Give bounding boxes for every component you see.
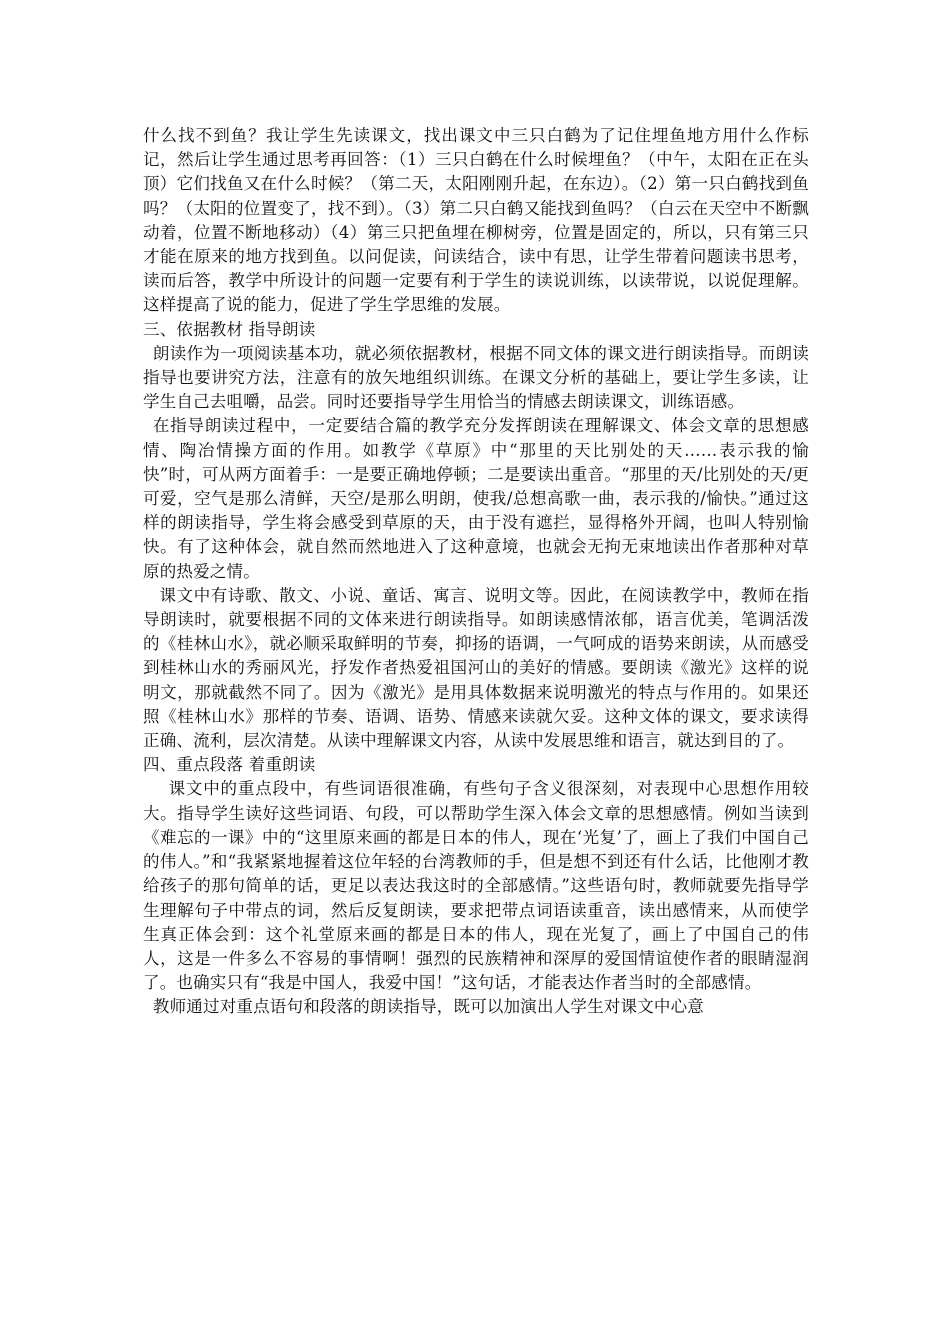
paragraph-grassland-example: 在指导朗读过程中，一定要结合篇的教学充分发挥朗读在理解课文、体会文章的思想感情、陶冶情操方面的作用。如教学《草原》中“那里的天比别处的天……表示我的愉快”时，可从两方面着手：一是要正确地停顿；二是要读出重音。“那里的天/比别处的天/更可爱，空气是那么清鲜，天空/是那么明朗，使我/总想高歌一曲，表示我的/愉快。”通过这样的朗读指导，学生将会感受到草原的天，由于没有遮拦，显得格外开阔，也叫人特别愉快。有了这种体会，就自然而然地进入了这种意境，也就会无拘无束地读出作者那种对草原的热爱之情。 — [143, 416, 809, 581]
section-heading-4: 四、重点段落 着重朗读 — [143, 755, 316, 775]
paragraph-conclusion-fragment: 教师通过对重点语句和段落的朗读指导，既可以加演出人学生对课文中心意 — [152, 997, 704, 1017]
document-body — [143, 124, 809, 1020]
paragraph-whooping-crane-questions: 什么找不到鱼？我让学生先读课文，找出课文中三只白鹤为了记住埋鱼地方用什么作标记，然后让学生通过思考再回答：（1）三只白鹤在什么时候埋鱼？（中午，太阳在正在头顶）它们找鱼又在什么时候？（第二天，太阳刚刚升起，在东边）。（2）第一只白鹤找到鱼吗？（太阳的位置变了，找不到）。（3）第二只白鹤又能找到鱼吗？（白云在天空中不断飘动着，位置不断地移动）（4）第三只把鱼埋在柳树旁，位置是固定的，所以，只有第三只才能在原来的地方找到鱼。以问促读，问读结合，读中有思，让学生带着问题读书思考，读而后答，教学中所设计的问题一定要有利于学生的读说训练，以读带说，以说促理解。这样提高了说的能力，促进了学生学思维的发展。 — [143, 126, 809, 315]
paragraph-text-genres: 课文中有诗歌、散文、小说、童话、寓言、说明文等。因此，在阅读教学中，教师在指导朗读时，就要根据不同的文体来进行朗读指导。如朗读感情浓郁，语言优美，笔调活泼的《桂林山水》，就必顺采取鲜明的节奏，抑扬的语调，一气呵成的语势来朗读，从而感受到桂林山水的秀丽风光，抒发作者热爱祖国河山的美好的情感。要朗读《激光》这样的说明文，那就截然不同了。因为《激光》是用具体数据来说明激光的特点与作用的。如果还照《桂林山水》那样的节奏、语调、语势、情感来读就欠妥。这种文体的课文，要求读得正确、流利，层次清楚。从读中理解课文内容，从读中发展思维和语言，就达到目的了。 — [143, 585, 809, 751]
paragraph-reading-aloud-basics: 朗读作为一项阅读基本功，就必须依据教材，根据不同文体的课文进行朗读指导。而朗读指导也要讲究方法，注意有的放矢地组织训练。在课文分析的基础上，要让学生多读，让学生自己去咀嚼，品尝。同时还要指导学生用恰当的情感去朗读课文，训练语感。 — [143, 343, 809, 412]
section-heading-3: 三、依据教材 指导朗读 — [143, 319, 316, 339]
paragraph-key-passages: 课文中的重点段中，有些词语很准确，有些句子含义很深刻，对表现中心思想作用较大。指导学生读好这些词语、句段，可以帮助学生深入体会文章的思想感情。例如当读到《难忘的一课》中的“这里原来画的都是日本的伟人，现在‘光复’了，画上了我们中国自己的伟人。”和“我紧紧地握着这位年轻的台湾教师的手，但是想不到还有什么话，比他刚才教给孩子的那句简单的话，更足以表达我这时的全部感情。”这些语句时，教师就要先指导学生理解句子中带点的词，然后反复朗读，要求把带点词语读重音，读出感情来，从而使学生真正体会到：这个礼堂原来画的都是日本的伟人，现在光复了，画上了中国自己的伟人，这是一件多么不容易的事情啊！强烈的民族精神和深厚的爱国情谊使作者的眼睛湿润了。也确实只有“我是中国人，我爱中国！”这句话，才能表达作者当时的全部感情。 — [143, 779, 809, 993]
